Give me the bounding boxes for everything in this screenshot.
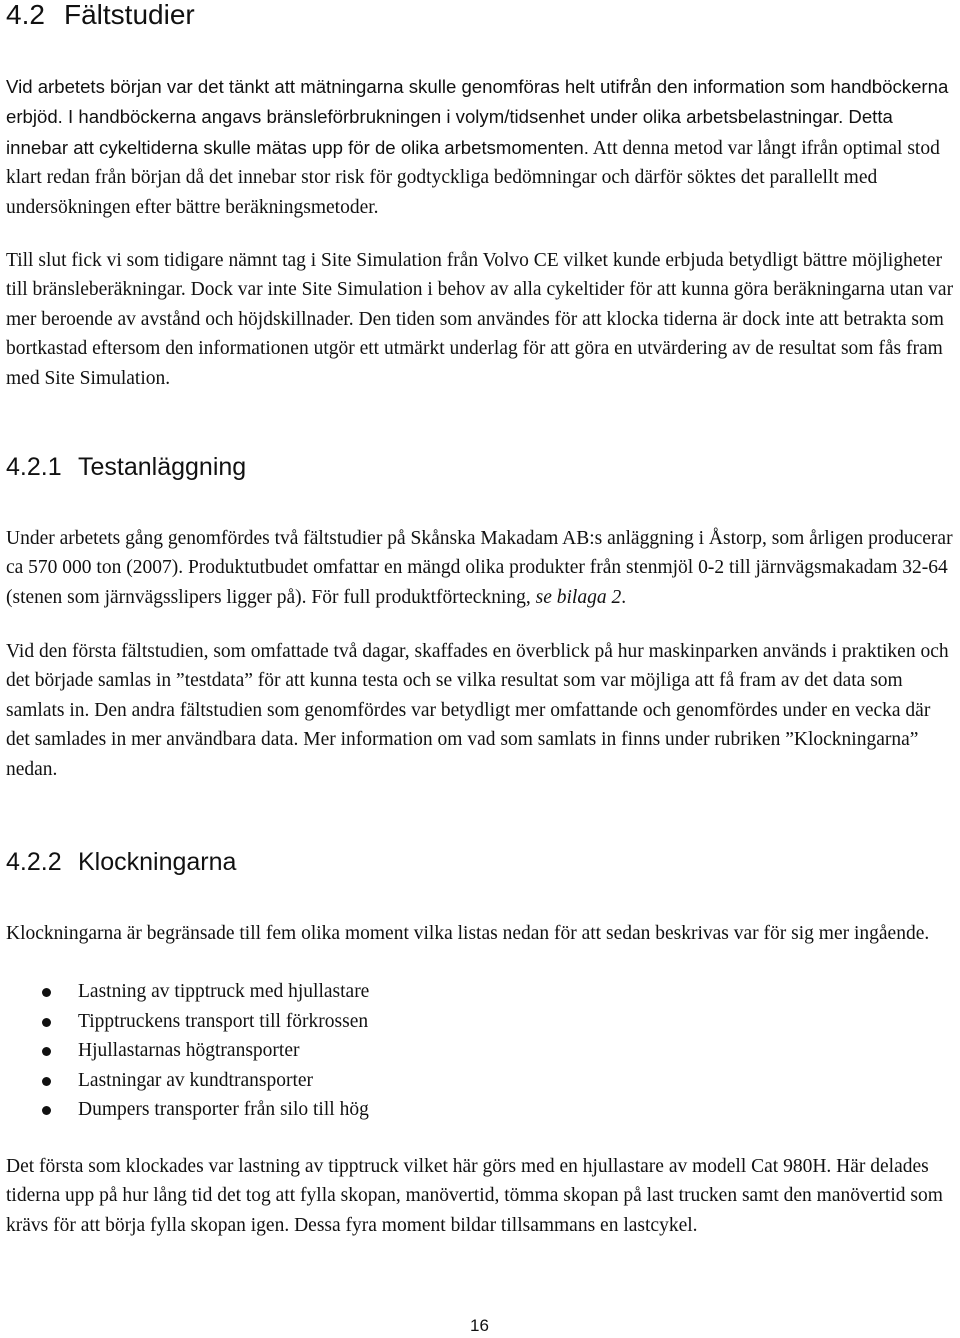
bullet-icon	[42, 1018, 51, 1027]
subsection-heading	[6, 452, 246, 482]
bullet-list	[6, 977, 956, 1125]
section-number: 4.2	[6, 0, 45, 30]
page-number: 16	[470, 1316, 489, 1335]
bullet-icon	[42, 1106, 51, 1115]
bullet-icon	[42, 1077, 51, 1086]
list-item-text: Tipptruckens transport till förkrossen	[78, 1010, 369, 1032]
paragraph: Vid den första fältstudien, som omfattade två dagar, skaffades en överblick på hur maskinparken används i praktiken och det började samlas in ”testdata” för att kunna testa och se vilka resultat som var möjliga att få fram av det data som samlats in. Den andra fältstudien som genomfördes var betydligt mer omfattande och genomfördes under en vecka där det samlades in mer användbara data. Mer information om vad som samlats in finns under rubriken ”Klockningarna” nedan.	[6, 641, 949, 780]
list-item-text: Hjullastarnas högtransporter	[78, 1040, 300, 1062]
paragraph: Klockningarna är begränsade till fem olika moment vilka listas nedan för att sedan beskrivas var för sig mer ingående.	[6, 923, 930, 944]
bullet-icon	[42, 1047, 51, 1056]
list-item	[6, 977, 956, 1007]
section-title: Fältstudier	[64, 0, 195, 30]
subsection-title: Klockningarna	[78, 848, 237, 876]
list-item-text: Lastningar av kundtransporter	[78, 1069, 314, 1091]
paragraph: Det första som klockades var lastning av tipptruck vilket här görs med en hjullastare av modell Cat 980H. Här delades tiderna upp på hur lång tid det tog att fylla skopan, manövertid, tömma skopan på last trucken samt den manövertid som krävs för att börja fylla skopan igen. Dessa fyra moment bildar tillsammans en lastcykel.	[6, 1156, 943, 1236]
appendix-reference: se bilaga 2	[535, 586, 622, 608]
bullet-icon	[42, 988, 51, 997]
list-item	[6, 1036, 956, 1066]
section-heading	[6, 0, 195, 32]
paragraph-text-sans: Vid arbetets början var det tänkt att mätningarna skulle genomföras helt utifrån den information som handböckerna erbjöd. I handböckerna angavs bränsleförbrukningen i volym/tidsenhet under olika arbetsbelastningar. Detta innebar att cykeltiderna skulle mätas upp för de olika arbetsmomenten.	[6, 76, 949, 158]
list-item	[6, 1095, 956, 1125]
subsection-title: Testanläggning	[78, 453, 247, 481]
paragraph-text: Att denna metod var långt ifrån optimal stod klart redan från början då det innebar stor risk för godtyckliga bedömningar och därför söktes det parallellt med undersökningen efter bättre beräkningsmetoder.	[6, 137, 940, 218]
paragraph-text: Under arbetets gång genomfördes två fältstudier på Skånska Makadam AB:s anläggning i Åstorp, som årligen producerar ca 570 000 ton (2007). Produktutbudet omfattar en mängd olika produkter från stenmjöl 0-2 till järnvägsmakadam 32-64 (stenen som järnvägsslipers ligger på). För full produktförteckning,	[6, 528, 953, 608]
paragraph	[6, 72, 956, 222]
paragraph: Till slut fick vi som tidigare nämnt tag i Site Simulation från Volvo CE vilket kunde erbjuda betydligt bättre möjligheter till bränsleberäkningar. Dock var inte Site Simulation i behov av alla cykeltider för att kunna göra beräkningarna utan var mer beroende av avstånd och höjdskillnader. Den tiden som användes för att klocka tiderna är dock inte att betrakta som bortkastad eftersom den informationen utgör ett utmärkt underlag för att göra en utvärdering av de resultat som fås fram med Site Simulation.	[6, 250, 954, 389]
paragraph-text: .	[621, 586, 627, 608]
list-item	[6, 1066, 956, 1096]
subsection-number: 4.2.1	[6, 453, 62, 481]
list-item-text: Lastning av tipptruck med hjullastare	[78, 981, 370, 1002]
paragraph	[6, 524, 956, 612]
list-item-text: Dumpers transporter från silo till hög	[78, 1099, 369, 1121]
list-item	[6, 1007, 956, 1037]
subsection-heading	[6, 847, 236, 877]
subsection-number: 4.2.2	[6, 848, 62, 876]
